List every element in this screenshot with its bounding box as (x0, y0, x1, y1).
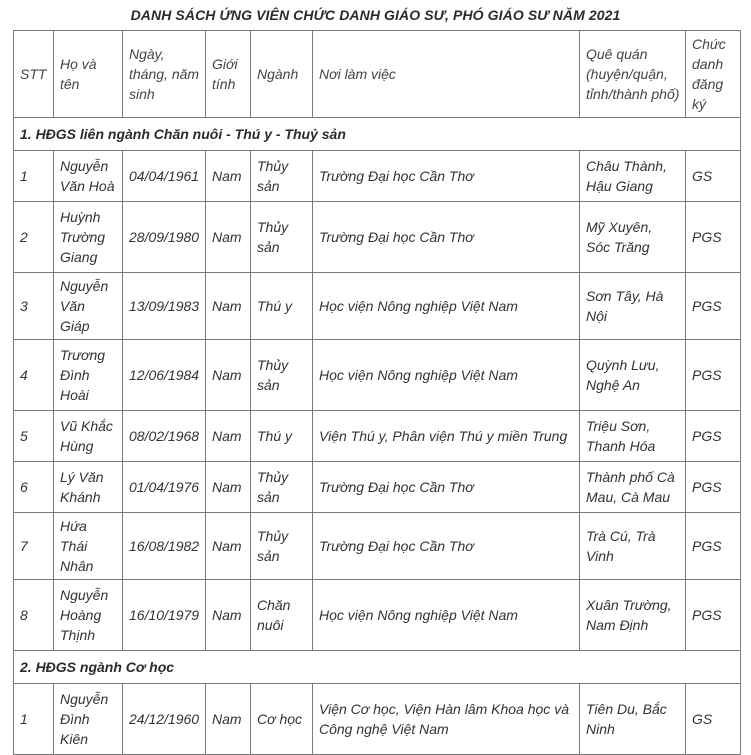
cell-dob: 08/02/1968 (123, 411, 206, 462)
cell-field: Cơ học (251, 684, 313, 755)
cell-field: Thủy sản (251, 462, 313, 513)
cell-title: PGS (686, 273, 741, 340)
cell-name: Hứa Thái Nhân (54, 513, 123, 580)
cell-name: Nguyễn Đình Kiên (54, 684, 123, 755)
table-row (14, 340, 741, 411)
cell-hometown: Tiên Du, Bắc Ninh (580, 684, 686, 755)
cell-dob: 13/09/1983 (123, 273, 206, 340)
cell-field: Thủy sản (251, 340, 313, 411)
cell-name: Trương Đình Hoài (54, 340, 123, 411)
cell-dob: 16/08/1982 (123, 513, 206, 580)
table-row (14, 462, 741, 513)
cell-stt: 8 (14, 580, 54, 651)
cell-field: Chăn nuôi (251, 580, 313, 651)
column-header-name: Họ và tên (54, 31, 123, 118)
cell-name: Vũ Khắc Hùng (54, 411, 123, 462)
cell-dob: 04/04/1961 (123, 151, 206, 202)
cell-hometown: Châu Thành, Hậu Giang (580, 151, 686, 202)
cell-stt: 1 (14, 684, 54, 755)
table-header-row (14, 31, 741, 118)
cell-gender: Nam (206, 580, 251, 651)
cell-workplace: Trường Đại học Cần Thơ (313, 151, 580, 202)
cell-hometown: Triệu Sơn, Thanh Hóa (580, 411, 686, 462)
cell-workplace: Trường Đại học Cần Thơ (313, 202, 580, 273)
table-row (14, 580, 741, 651)
cell-stt: 3 (14, 273, 54, 340)
column-header-workplace: Nơi làm việc (313, 31, 580, 118)
cell-field: Thủy sản (251, 202, 313, 273)
cell-workplace: Học viện Nông nghiệp Việt Nam (313, 273, 580, 340)
cell-field: Thú y (251, 411, 313, 462)
cell-name: Nguyễn Văn Hoà (54, 151, 123, 202)
column-header-title: Chức danh đăng ký (686, 31, 741, 118)
cell-workplace: Học viện Nông nghiệp Việt Nam (313, 580, 580, 651)
cell-stt: 1 (14, 151, 54, 202)
cell-workplace: Trường Đại học Cần Thơ (313, 462, 580, 513)
cell-stt: 6 (14, 462, 54, 513)
cell-gender: Nam (206, 273, 251, 340)
cell-name: Huỳnh Trường Giang (54, 202, 123, 273)
cell-gender: Nam (206, 411, 251, 462)
cell-title: PGS (686, 462, 741, 513)
cell-hometown: Quỳnh Lưu, Nghệ An (580, 340, 686, 411)
cell-title: PGS (686, 340, 741, 411)
cell-stt: 5 (14, 411, 54, 462)
cell-gender: Nam (206, 684, 251, 755)
cell-stt: 4 (14, 340, 54, 411)
cell-title: PGS (686, 580, 741, 651)
table-row (14, 151, 741, 202)
cell-hometown: Sơn Tây, Hà Nội (580, 273, 686, 340)
column-header-field: Ngành (251, 31, 313, 118)
candidates-table (13, 30, 741, 755)
table-row (14, 684, 741, 755)
cell-dob: 28/09/1980 (123, 202, 206, 273)
cell-stt: 7 (14, 513, 54, 580)
cell-title: GS (686, 684, 741, 755)
cell-workplace: Trường Đại học Cần Thơ (313, 513, 580, 580)
cell-field: Thú y (251, 273, 313, 340)
table-row (14, 273, 741, 340)
cell-gender: Nam (206, 340, 251, 411)
cell-dob: 01/04/1976 (123, 462, 206, 513)
group-header-row (14, 651, 741, 684)
column-header-stt: STT (14, 31, 54, 118)
table-row (14, 202, 741, 273)
group-header-row (14, 118, 741, 151)
cell-title: PGS (686, 411, 741, 462)
column-header-gender: Giới tính (206, 31, 251, 118)
cell-name: Lý Văn Khánh (54, 462, 123, 513)
cell-hometown: Mỹ Xuyên, Sóc Trăng (580, 202, 686, 273)
cell-name: Nguyễn Hoàng Thịnh (54, 580, 123, 651)
group-label: 2. HĐGS ngành Cơ học (14, 651, 741, 684)
cell-name: Nguyễn Văn Giáp (54, 273, 123, 340)
cell-title: PGS (686, 202, 741, 273)
cell-workplace: Viện Thú y, Phân viện Thú y miền Trung (313, 411, 580, 462)
column-header-hometown: Quê quán (huyện/quận, tỉnh/thành phố) (580, 31, 686, 118)
cell-hometown: Thành phố Cà Mau, Cà Mau (580, 462, 686, 513)
column-header-dob: Ngày, tháng, năm sinh (123, 31, 206, 118)
cell-workplace: Viện Cơ học, Viện Hàn lâm Khoa học và Công nghệ Việt Nam (313, 684, 580, 755)
cell-workplace: Học viện Nông nghiệp Việt Nam (313, 340, 580, 411)
cell-gender: Nam (206, 462, 251, 513)
cell-gender: Nam (206, 513, 251, 580)
cell-dob: 16/10/1979 (123, 580, 206, 651)
cell-gender: Nam (206, 202, 251, 273)
cell-stt: 2 (14, 202, 54, 273)
cell-dob: 12/06/1984 (123, 340, 206, 411)
cell-field: Thủy sản (251, 513, 313, 580)
cell-field: Thủy sản (251, 151, 313, 202)
cell-dob: 24/12/1960 (123, 684, 206, 755)
cell-title: PGS (686, 513, 741, 580)
group-label: 1. HĐGS liên ngành Chăn nuôi - Thú y - Thuỷ sản (14, 118, 741, 151)
cell-gender: Nam (206, 151, 251, 202)
table-row (14, 513, 741, 580)
cell-title: GS (686, 151, 741, 202)
document-title: DANH SÁCH ỨNG VIÊN CHỨC DANH GIÁO SƯ, PHÓ GIÁO SƯ NĂM 2021 (130, 7, 621, 23)
table-row (14, 411, 741, 462)
cell-hometown: Xuân Trường, Nam Định (580, 580, 686, 651)
cell-hometown: Trà Cú, Trà Vinh (580, 513, 686, 580)
